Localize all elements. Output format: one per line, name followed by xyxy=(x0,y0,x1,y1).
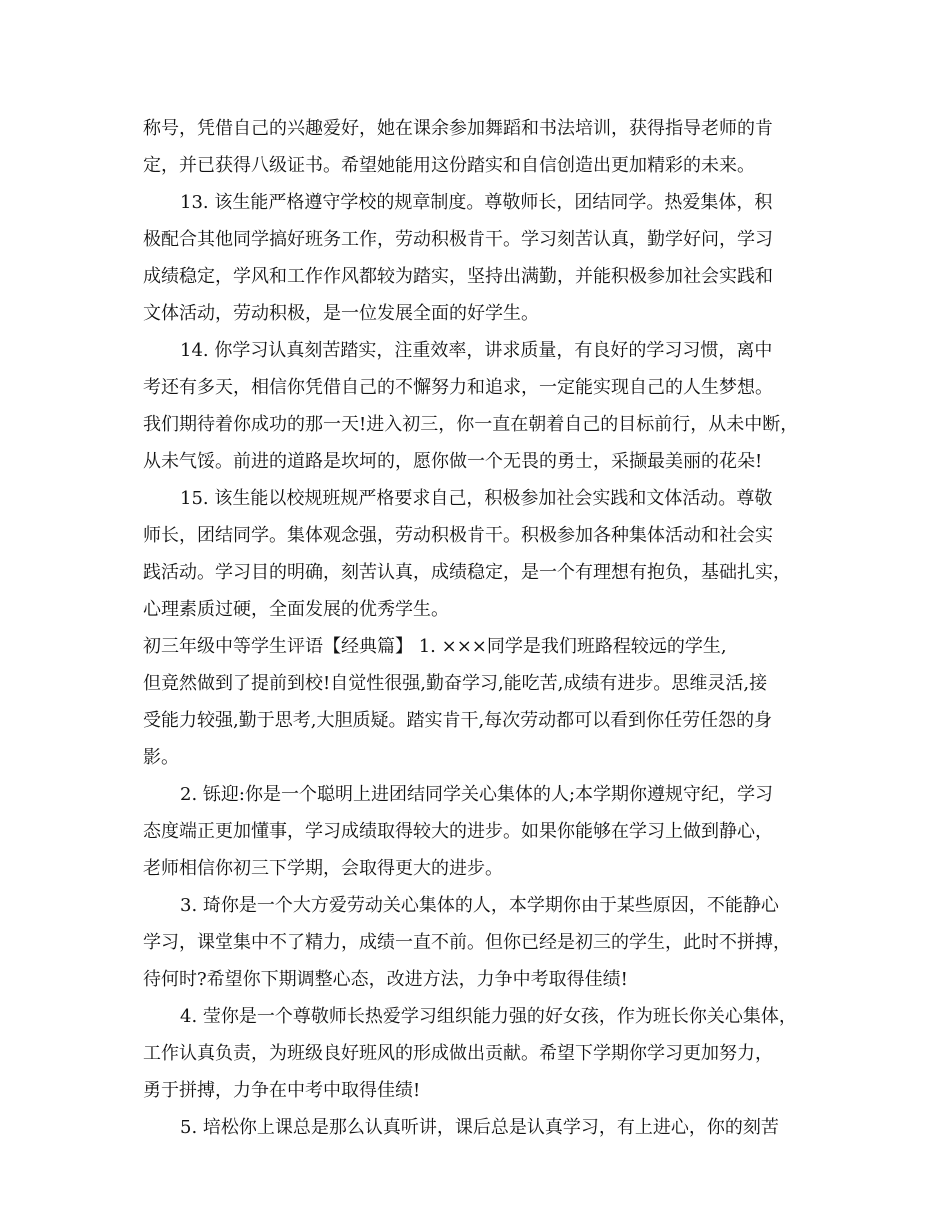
paragraph-line: 老师相信你初三下学期，会取得更大的进步。 xyxy=(143,858,503,879)
paragraph-line: 考还有多天，相信你凭借自己的不懈努力和追求，一定能实现自己的人生梦想。 xyxy=(143,377,773,398)
paragraph-line: 15. 该生能以校规班规严格要求自己，积极参加社会实践和文体活动。尊敬 xyxy=(180,488,773,509)
paragraph-line: 极配合其他同学搞好班务工作，劳动积极肯干。学习刻苦认真，勤学好问，学习 xyxy=(143,229,773,250)
paragraph-line: 但竟然做到了提前到校!自觉性很强,勤奋学习,能吃苦,成绩有进步。思维灵活,接 xyxy=(143,673,768,694)
paragraph-line: 3. 琦你是一个大方爱劳动关心集体的人，本学期你由于某些原因，不能静心 xyxy=(180,895,779,916)
paragraph-line: 践活动。学习目的明确，刻苦认真，成绩稳定，是一个有理想有抱负，基础扎实， xyxy=(143,562,791,583)
paragraph-line: 受能力较强,勤于思考,大胆质疑。踏实肯干,每次劳动都可以看到你任劳任怨的身 xyxy=(143,710,773,731)
paragraph-line: 态度端正更加懂事，学习成绩取得较大的进步。如果你能够在学习上做到静心， xyxy=(143,821,773,842)
paragraph-line: 13. 该生能严格遵守学校的规章制度。尊敬师长，团结同学。热爱集体，积 xyxy=(180,192,773,213)
paragraph-line: 2. 铄迎:你是一个聪明上进团结同学关心集体的人;本学期你遵规守纪，学习 xyxy=(180,784,774,805)
paragraph-line: 文体活动，劳动积极，是一位发展全面的好学生。 xyxy=(143,303,539,324)
section-heading-line: 初三年级中等学生评语【经典篇】 1. ×××同学是我们班路程较远的学生, xyxy=(143,636,727,657)
paragraph-line: 我们期待着你成功的那一天!进入初三，你一直在朝着自己的目标前行，从未中断， xyxy=(143,414,799,435)
paragraph-line: 定，并已获得八级证书。希望她能用这份踏实和自信创造出更加精彩的未来。 xyxy=(143,155,755,176)
paragraph-line: 14. 你学习认真刻苦踏实，注重效率，讲求质量，有良好的学习习惯，离中 xyxy=(180,340,773,361)
paragraph-line: 学习，课堂集中不了精力，成绩一直不前。但你已经是初三的学生，此时不拼搏， xyxy=(143,932,791,953)
paragraph-line: 从未气馁。前进的道路是坎坷的，愿你做一个无畏的勇士，采撷最美丽的花朵! xyxy=(143,451,763,472)
paragraph-line: 称号，凭借自己的兴趣爱好，她在课余参加舞蹈和书法培训，获得指导老师的肯 xyxy=(143,118,773,139)
paragraph-line: 成绩稳定，学风和工作作风都较为踏实，坚持出满勤，并能积极参加社会实践和 xyxy=(143,266,773,287)
paragraph-line: 心理素质过硬，全面发展的优秀学生。 xyxy=(143,599,449,620)
paragraph-line: 影。 xyxy=(143,747,179,768)
paragraph-line: 5. 培松你上课总是那么认真听讲，课后总是认真学习，有上进心，你的刻苦 xyxy=(180,1117,779,1138)
paragraph-line: 师长，团结同学。集体观念强，劳动积极肯干。积极参加各种集体活动和社会实 xyxy=(143,525,773,546)
paragraph-line: 待何时?希望你下期调整心态，改进方法，力争中考取得佳绩! xyxy=(143,969,628,990)
paragraph-line: 勇于拼搏，力争在中考中取得佳绩! xyxy=(143,1080,421,1101)
paragraph-line: 工作认真负责，为班级良好班风的形成做出贡献。希望下学期你学习更加努力， xyxy=(143,1043,773,1064)
paragraph-line: 4. 莹你是一个尊敬师长热爱学习组织能力强的好女孩，作为班长你关心集体， xyxy=(180,1006,797,1027)
